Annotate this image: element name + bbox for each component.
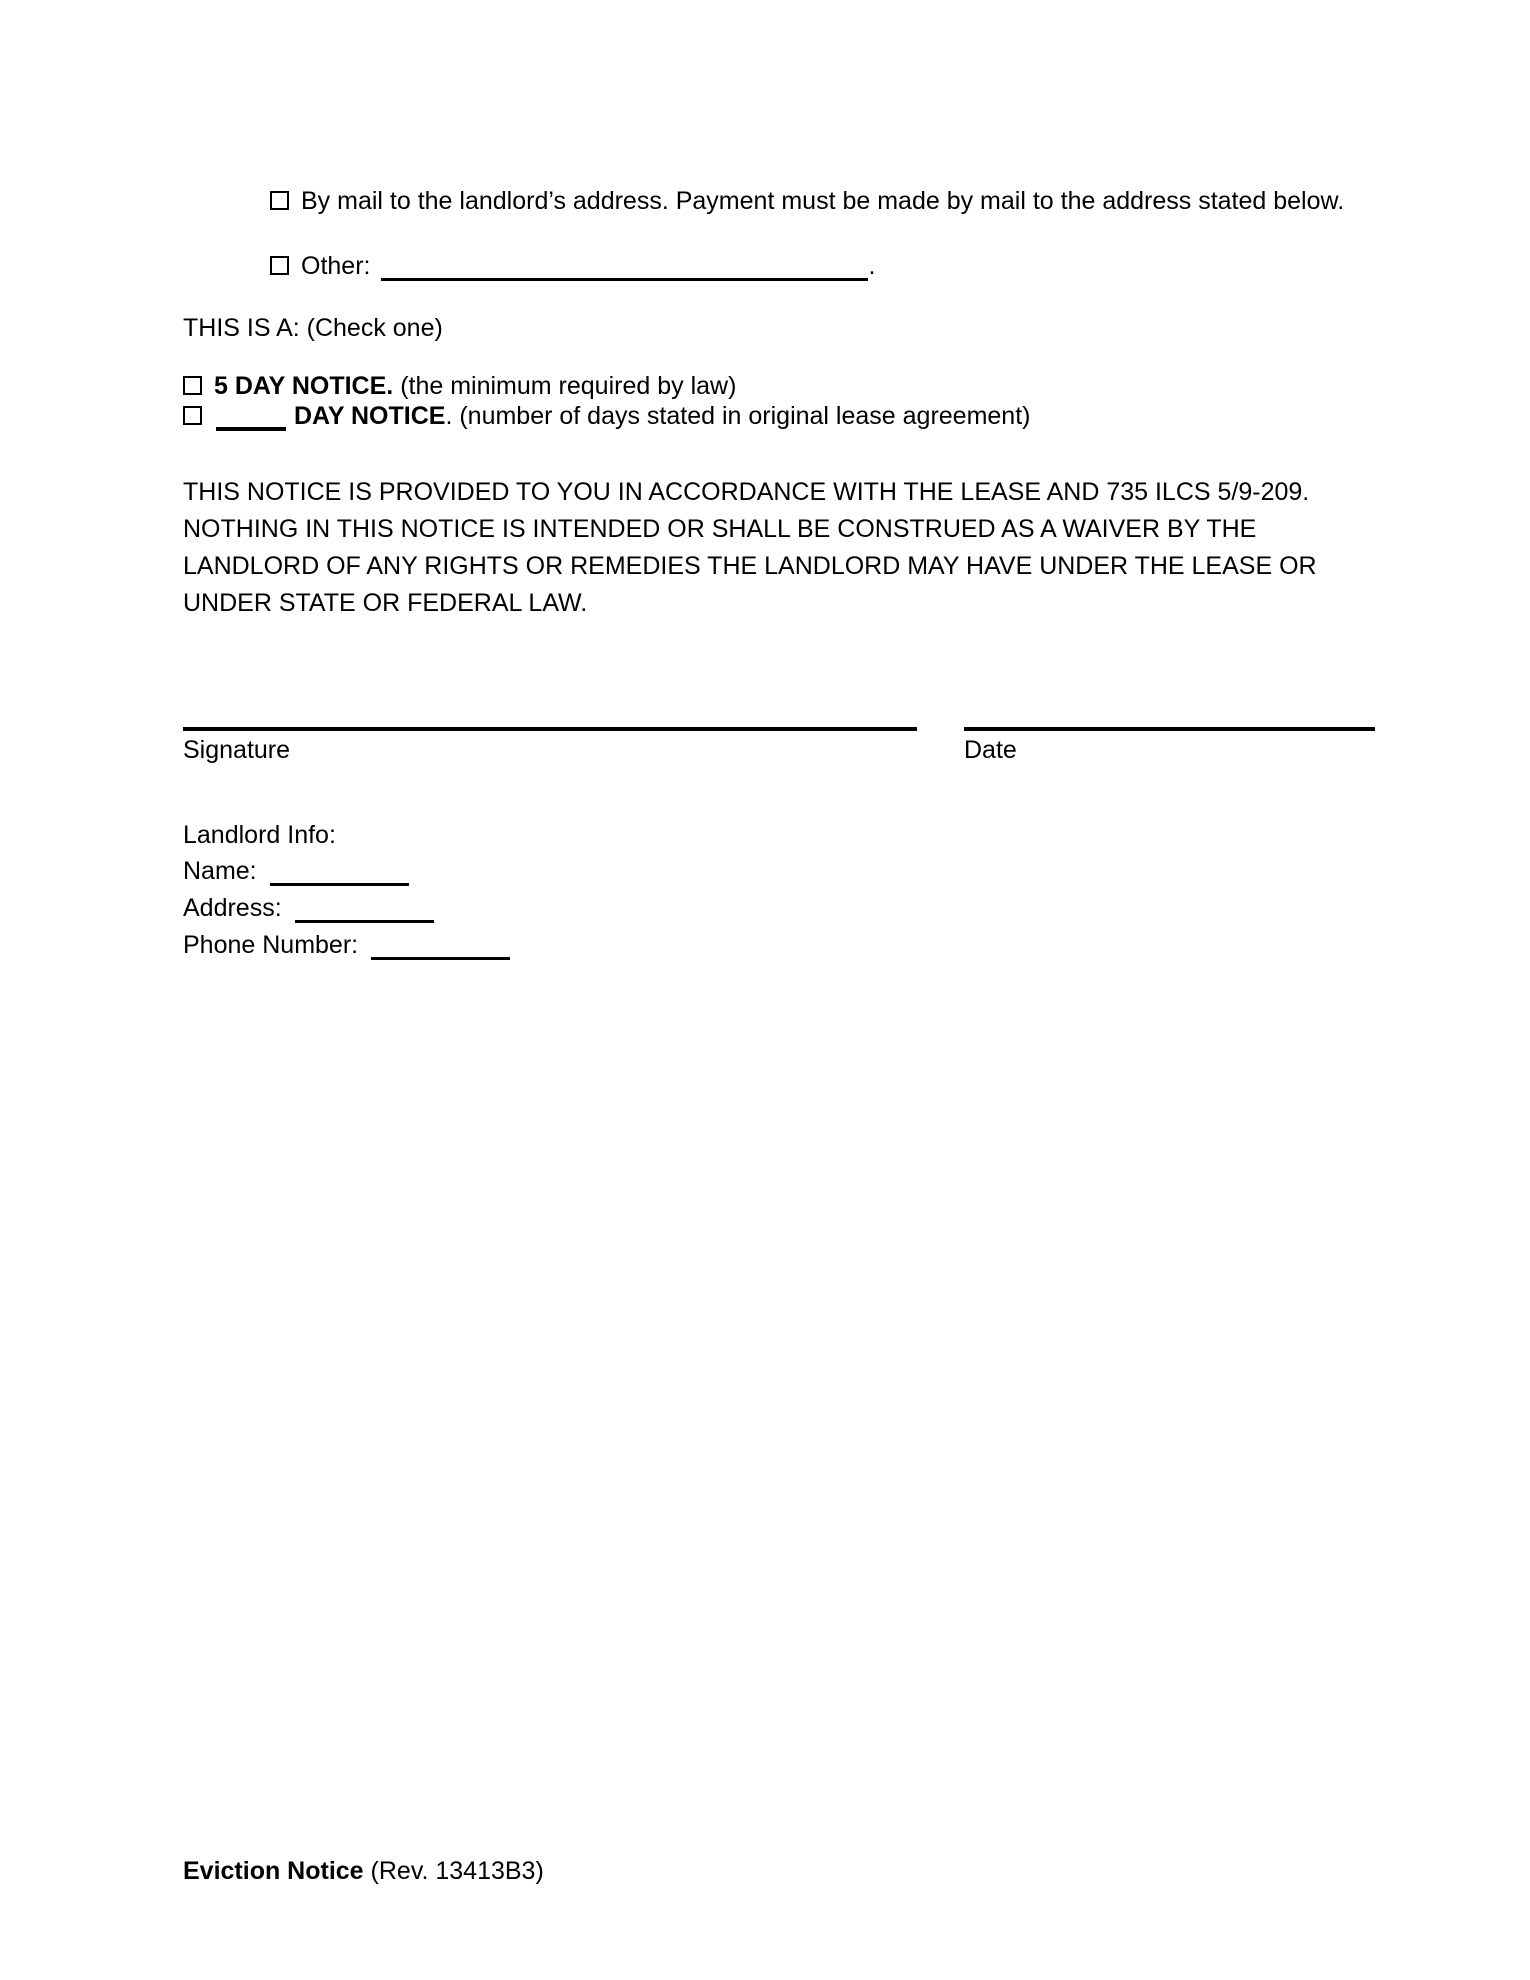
landlord-name-label: Name: [183, 857, 257, 885]
footer-document-title: Eviction Notice [183, 1857, 364, 1885]
other-blank-suffix: . [868, 252, 876, 280]
signature-label: Signature [183, 736, 291, 764]
other-checkbox[interactable] [270, 256, 289, 275]
days-fill-in-line[interactable] [216, 427, 286, 431]
other-option-label: Other: [301, 252, 371, 280]
landlord-phone-row [183, 928, 510, 962]
landlord-address-fill-in-line[interactable] [295, 920, 434, 923]
five-day-notice-checkbox[interactable] [183, 376, 202, 395]
custom-day-notice-note: (number of days stated in original lease agreement) [459, 402, 1031, 430]
custom-day-notice-checkbox[interactable] [183, 406, 202, 425]
other-fill-in-line[interactable] [381, 278, 868, 281]
date-line[interactable] [964, 727, 1375, 731]
signature-line[interactable] [183, 727, 917, 731]
by-mail-option-label: By mail to the landlord’s address. Payment must be made by mail to the address stated below. [301, 187, 1345, 215]
by-mail-checkbox[interactable] [270, 191, 289, 210]
document-footer [183, 1854, 544, 1888]
legal-notice-line: LANDLORD OF ANY RIGHTS OR REMEDIES THE LANDLORD MAY HAVE UNDER THE LEASE OR [183, 552, 1317, 580]
date-label: Date [964, 736, 1017, 764]
footer-revision: (Rev. 13413B3) [370, 1857, 544, 1885]
custom-day-notice-suffix: . [445, 402, 453, 430]
legal-notice-paragraph [183, 474, 1317, 622]
legal-notice-line: NOTHING IN THIS NOTICE IS INTENDED OR SHALL BE CONSTRUED AS A WAIVER BY THE [183, 515, 1257, 543]
custom-day-notice-row [183, 399, 1031, 433]
five-day-notice-note: (the minimum required by law) [400, 372, 737, 400]
landlord-phone-label: Phone Number: [183, 931, 359, 959]
custom-day-notice-label: DAY NOTICE [294, 402, 446, 430]
landlord-address-label: Address: [183, 894, 282, 922]
five-day-notice-row [183, 369, 736, 403]
landlord-info-heading: Landlord Info: [183, 821, 336, 849]
notice-type-heading: THIS IS A: (Check one) [183, 314, 443, 342]
legal-notice-line: UNDER STATE OR FEDERAL LAW. [183, 589, 588, 617]
landlord-name-fill-in-line[interactable] [270, 883, 409, 886]
landlord-address-row [183, 891, 434, 925]
five-day-notice-label: 5 DAY NOTICE. [214, 372, 394, 400]
landlord-name-row [183, 854, 409, 888]
landlord-phone-fill-in-line[interactable] [371, 957, 510, 960]
delivery-option-other-row [270, 249, 875, 283]
delivery-option-mail-row [270, 184, 1344, 218]
legal-notice-line: THIS NOTICE IS PROVIDED TO YOU IN ACCORDANCE WITH THE LEASE AND 735 ILCS 5/9-209. [183, 478, 1310, 506]
